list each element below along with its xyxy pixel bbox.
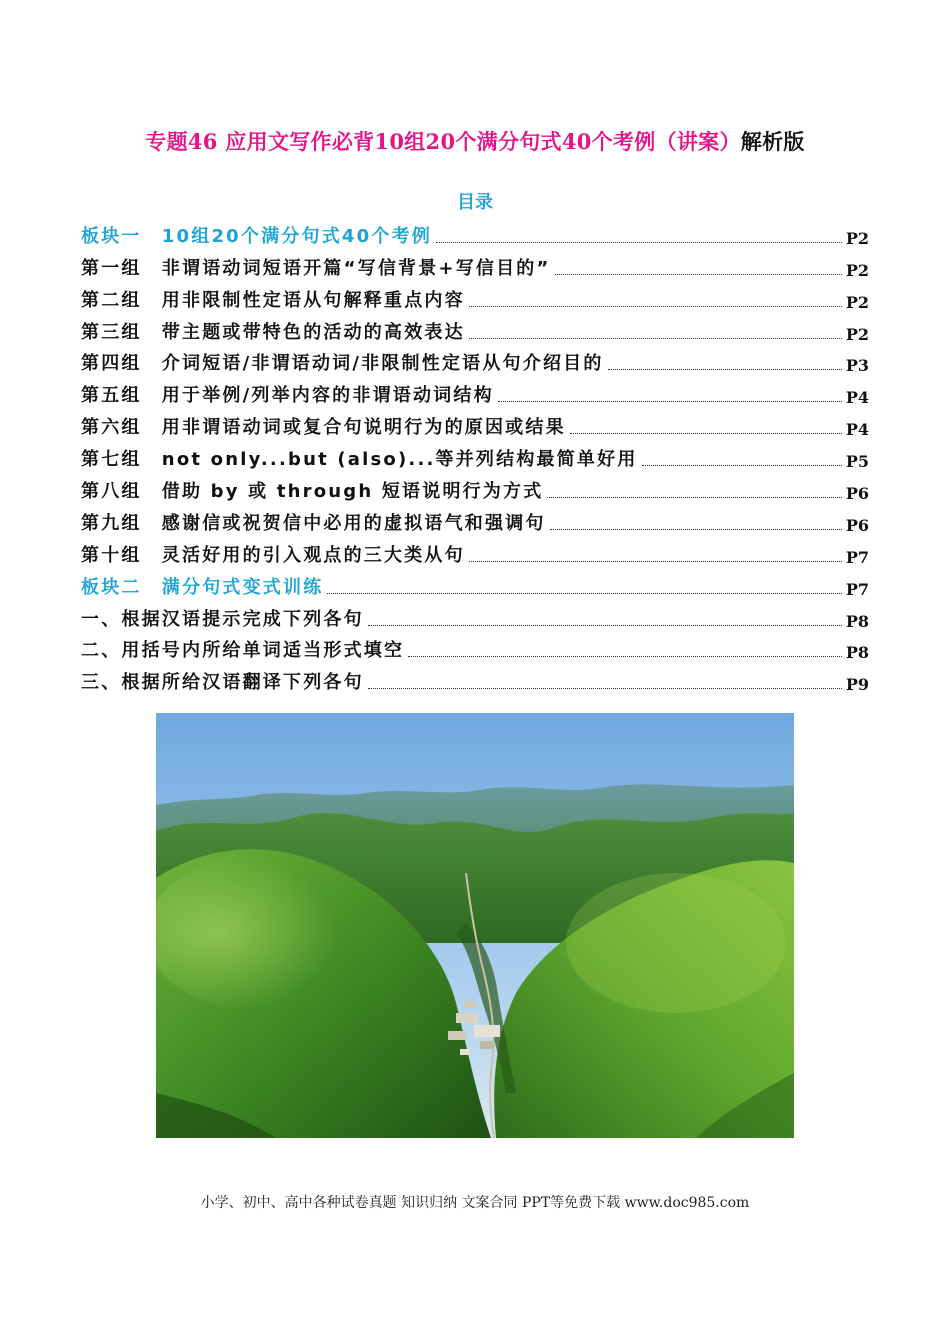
toc-dot-leader: [327, 593, 841, 594]
toc-entry-label: 第三组 带主题或带特色的活动的高效表达: [81, 321, 465, 343]
toc-dot-leader: [642, 465, 842, 466]
toc-entry-label: 第六组 用非谓语动词或复合句说明行为的原因或结果: [81, 417, 566, 439]
toc-entry-label: 第七组 not only...but (also)...等并列结构最简单好用: [81, 449, 638, 471]
toc-row[interactable]: [81, 535, 869, 567]
toc-page-number: P8: [845, 643, 869, 663]
toc-dot-leader: [608, 369, 842, 370]
toc-dot-leader: [550, 529, 842, 530]
toc-row[interactable]: [81, 312, 869, 344]
toc-dot-leader: [555, 274, 842, 275]
toc-row[interactable]: [81, 471, 869, 503]
toc-page-number: P4: [845, 388, 869, 408]
toc-entry-label: 板块一 10组20个满分句式40个考例: [81, 225, 432, 247]
toc-page-number: P7: [845, 579, 869, 599]
toc-dot-leader: [498, 401, 842, 402]
toc-page-number: P6: [845, 515, 869, 535]
toc-dot-leader: [368, 688, 842, 689]
toc-page-number: P2: [845, 260, 869, 280]
toc-entry-label: 第五组 用于举例/列举内容的非谓语动词结构: [81, 385, 494, 407]
toc-heading: 目录: [457, 192, 493, 213]
toc-section-row[interactable]: [81, 216, 869, 248]
toc-row[interactable]: [81, 344, 869, 376]
toc-dot-leader: [469, 338, 842, 339]
toc-page-number: P2: [845, 292, 869, 312]
toc-row[interactable]: [81, 503, 869, 535]
toc-page-number: P4: [845, 420, 869, 440]
toc-page-number: P3: [845, 356, 869, 376]
toc-dot-leader: [570, 433, 842, 434]
toc-dot-leader: [469, 561, 842, 562]
toc-row[interactable]: [81, 407, 869, 439]
toc-section-row[interactable]: [81, 567, 869, 599]
mountain-valley-photo: [156, 713, 794, 1138]
toc-entry-label: 第一组 非谓语动词短语开篇“写信背景+写信目的”: [81, 257, 551, 279]
toc-page-number: P8: [845, 611, 869, 631]
toc-dot-leader: [408, 656, 842, 657]
table-of-contents: [81, 216, 869, 694]
title-main: 专题46 应用文写作必背10组20个满分句式40个考例（讲案）: [145, 129, 741, 154]
toc-row[interactable]: [81, 631, 869, 663]
toc-row[interactable]: [81, 375, 869, 407]
toc-page-number: P2: [845, 324, 869, 344]
toc-page-number: P5: [845, 452, 869, 472]
toc-entry-label: 第九组 感谢信或祝贺信中必用的虚拟语气和强调句: [81, 512, 546, 534]
toc-row[interactable]: [81, 662, 869, 694]
toc-row[interactable]: [81, 439, 869, 471]
toc-entry-label: 二、用括号内所给单词适当形式填空: [81, 640, 405, 662]
toc-entry-label: 第四组 介词短语/非谓语动词/非限制性定语从句介绍目的: [81, 353, 604, 375]
document-title: [0, 126, 950, 156]
toc-page-number: P2: [845, 228, 869, 248]
toc-row[interactable]: [81, 248, 869, 280]
toc-entry-label: 板块二 满分句式变式训练: [81, 576, 324, 598]
toc-page-number: P7: [845, 547, 869, 567]
toc-row[interactable]: [81, 280, 869, 312]
toc-row[interactable]: [81, 599, 869, 631]
toc-entry-label: 第八组 借助 by 或 through 短语说明行为方式: [81, 481, 544, 503]
toc-entry-label: 三、根据所给汉语翻译下列各句: [81, 672, 364, 694]
toc-dot-leader: [547, 497, 841, 498]
toc-dot-leader: [469, 306, 842, 307]
toc-dot-leader: [368, 625, 842, 626]
toc-entry-label: 第十组 灵活好用的引入观点的三大类从句: [81, 544, 465, 566]
toc-page-number: P6: [845, 484, 869, 504]
page-footer: 小学、初中、高中各种试卷真题 知识归纳 文案合同 PPT等免费下载 www.doc985.com: [200, 1195, 750, 1211]
title-suffix: 解析版: [740, 129, 805, 154]
toc-dot-leader: [436, 242, 842, 243]
toc-entry-label: 一、根据汉语提示完成下列各句: [81, 608, 364, 630]
toc-entry-label: 第二组 用非限制性定语从句解释重点内容: [81, 289, 465, 311]
toc-page-number: P9: [845, 675, 869, 695]
